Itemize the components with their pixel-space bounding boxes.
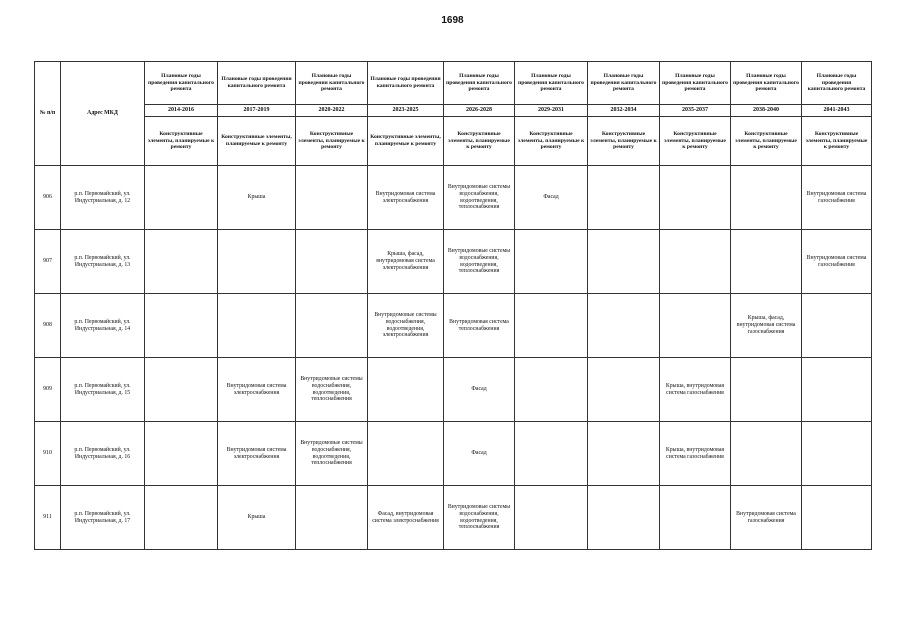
row-address: р.п. Первомайский, ул. Индустриальная, д. 12 xyxy=(61,166,145,230)
repair-cell xyxy=(515,230,588,294)
header-period-label: Плановые годы проведения капитального ремонта xyxy=(218,62,296,105)
repair-cell xyxy=(802,422,872,486)
table-row xyxy=(35,166,872,230)
repair-cell: Фасад xyxy=(444,422,515,486)
header-elements-label: Конструктивные элементы, планируемые к ремонту xyxy=(802,117,872,166)
repair-cell: Внутридомовая система газоснабжения xyxy=(802,230,872,294)
repair-cell: Фасад xyxy=(444,358,515,422)
table-row xyxy=(35,358,872,422)
repair-cell xyxy=(660,486,731,550)
row-address: р.п. Первомайский, ул. Индустриальная, д. 14 xyxy=(61,294,145,358)
repair-cell: Фасад, внутридомовая система электроснабжения xyxy=(368,486,444,550)
header-elements-label: Конструктивные элементы, планируемые к ремонту xyxy=(515,117,588,166)
repair-cell: Внутридомовые системы водоснабжения, водоотведения, теплоснабжения xyxy=(296,422,368,486)
repair-cell: Крыша xyxy=(218,486,296,550)
header-period-years: 2017-2019 xyxy=(218,105,296,117)
row-number: 906 xyxy=(35,166,61,230)
repair-cell: Крыша, фасад, внутридомовая система электроснабжения xyxy=(368,230,444,294)
repair-cell xyxy=(802,358,872,422)
header-period-label: Плановые годы проведения капитального ремонта xyxy=(515,62,588,105)
repair-cell xyxy=(660,166,731,230)
row-address: р.п. Первомайский, ул. Индустриальная, д. 13 xyxy=(61,230,145,294)
repair-cell xyxy=(145,294,218,358)
header-elements-label: Конструктивные элементы, планируемые к ремонту xyxy=(660,117,731,166)
repair-cell: Внутридомовые системы водоснабжения, водоотведения, теплоснабжения xyxy=(296,358,368,422)
repair-cell xyxy=(145,422,218,486)
repair-cell xyxy=(588,422,660,486)
header-period-label: Плановые годы проведения капитального ремонта xyxy=(731,62,802,105)
row-address: р.п. Первомайский, ул. Индустриальная, д. 17 xyxy=(61,486,145,550)
repair-cell xyxy=(515,486,588,550)
header-period-years: 2041-2043 xyxy=(802,105,872,117)
repair-cell: Внутридомовая система электроснабжения xyxy=(218,422,296,486)
repair-cell: Внутридомовые системы водоснабжения, водоотведения, теплоснабжения xyxy=(444,230,515,294)
repair-cell xyxy=(660,294,731,358)
row-number: 908 xyxy=(35,294,61,358)
repair-cell xyxy=(296,166,368,230)
header-elements-label: Конструктивные элементы, планируемые к ремонту xyxy=(368,117,444,166)
header-period-years: 2023-2025 xyxy=(368,105,444,117)
repair-cell: Крыша, фасад, внутридомовая система газоснабжения xyxy=(731,294,802,358)
repair-cell: Крыша, внутридомовая система газоснабжения xyxy=(660,422,731,486)
table-row xyxy=(35,294,872,358)
row-number: 909 xyxy=(35,358,61,422)
repair-cell xyxy=(296,486,368,550)
row-address: р.п. Первомайский, ул. Индустриальная, д. 16 xyxy=(61,422,145,486)
repair-cell: Крыша xyxy=(218,166,296,230)
header-period-years: 2038-2040 xyxy=(731,105,802,117)
capital-repair-table xyxy=(34,61,872,550)
header-period-label: Плановые годы проведения капитального ремонта xyxy=(444,62,515,105)
repair-cell xyxy=(802,486,872,550)
repair-cell xyxy=(145,358,218,422)
repair-cell: Внутридомовая система электроснабжения xyxy=(218,358,296,422)
repair-cell: Внутридомовые системы водоснабжения, водоотведения, теплоснабжения xyxy=(444,486,515,550)
repair-cell xyxy=(218,294,296,358)
repair-cell xyxy=(515,294,588,358)
repair-cell xyxy=(296,294,368,358)
header-elements-label: Конструктивные элементы, планируемые к ремонту xyxy=(218,117,296,166)
repair-cell xyxy=(588,230,660,294)
header-period-years: 2032-2034 xyxy=(588,105,660,117)
header-period-label: Плановые годы проведения капитального ремонта xyxy=(802,62,872,105)
repair-cell: Внутридомовая система теплоснабжения xyxy=(444,294,515,358)
header-row-elements xyxy=(35,117,872,166)
repair-cell xyxy=(731,422,802,486)
repair-cell xyxy=(145,486,218,550)
table-row xyxy=(35,486,872,550)
header-elements-label: Конструктивные элементы, планируемые к ремонту xyxy=(444,117,515,166)
repair-cell xyxy=(145,230,218,294)
repair-cell xyxy=(145,166,218,230)
row-number: 911 xyxy=(35,486,61,550)
header-row-years xyxy=(35,105,872,117)
table-body xyxy=(35,166,872,550)
repair-cell xyxy=(588,294,660,358)
header-period-label: Плановые годы проведения капитального ремонта xyxy=(588,62,660,105)
repair-cell xyxy=(588,486,660,550)
repair-cell: Внутридомовая система газоснабжения xyxy=(802,166,872,230)
header-elements-label: Конструктивные элементы, планируемые к ремонту xyxy=(731,117,802,166)
header-period-label: Плановые годы проведения капитального ремонта xyxy=(660,62,731,105)
table-row xyxy=(35,422,872,486)
header-period-label: Плановые годы проведения капитального ремонта xyxy=(296,62,368,105)
header-period-years: 2014-2016 xyxy=(145,105,218,117)
repair-cell xyxy=(368,358,444,422)
header-row-periods xyxy=(35,62,872,105)
repair-cell: Внутридомовая система газоснабжения xyxy=(731,486,802,550)
header-period-years: 2026-2028 xyxy=(444,105,515,117)
row-address: р.п. Первомайский, ул. Индустриальная, д. 15 xyxy=(61,358,145,422)
header-period-label: Плановые годы проведения капитального ремонта xyxy=(368,62,444,105)
repair-cell xyxy=(515,422,588,486)
repair-cell xyxy=(660,230,731,294)
header-period-years: 2035-2037 xyxy=(660,105,731,117)
row-number: 910 xyxy=(35,422,61,486)
header-period-years: 2029-2031 xyxy=(515,105,588,117)
repair-cell xyxy=(731,166,802,230)
header-period-label: Плановые годы проведения капитального ремонта xyxy=(145,62,218,105)
repair-cell xyxy=(588,358,660,422)
repair-cell xyxy=(731,230,802,294)
repair-cell xyxy=(515,358,588,422)
row-number: 907 xyxy=(35,230,61,294)
repair-cell xyxy=(218,230,296,294)
header-num: № п/п xyxy=(35,62,61,166)
repair-cell xyxy=(296,230,368,294)
header-period-years: 2020-2022 xyxy=(296,105,368,117)
repair-cell: Внутридомовая система электроснабжения xyxy=(368,166,444,230)
header-elements-label: Конструктивные элементы, планируемые к ремонту xyxy=(588,117,660,166)
repair-cell xyxy=(588,166,660,230)
repair-cell xyxy=(368,422,444,486)
repair-cell xyxy=(802,294,872,358)
header-elements-label: Конструктивные элементы, планируемые к ремонту xyxy=(296,117,368,166)
page-number: 1698 xyxy=(441,15,464,26)
repair-cell xyxy=(731,358,802,422)
repair-cell: Фасад xyxy=(515,166,588,230)
header-address: Адрес МКД xyxy=(61,62,145,166)
repair-cell: Крыша, внутридомовая система газоснабжения xyxy=(660,358,731,422)
header-elements-label: Конструктивные элементы, планируемые к ремонту xyxy=(145,117,218,166)
repair-cell: Внутридомовые системы водоснабжения, водоотведения, теплоснабжения xyxy=(444,166,515,230)
table-row xyxy=(35,230,872,294)
repair-cell: Внутридомовые системы водоснабжения, водоотведения, электроснабжения xyxy=(368,294,444,358)
